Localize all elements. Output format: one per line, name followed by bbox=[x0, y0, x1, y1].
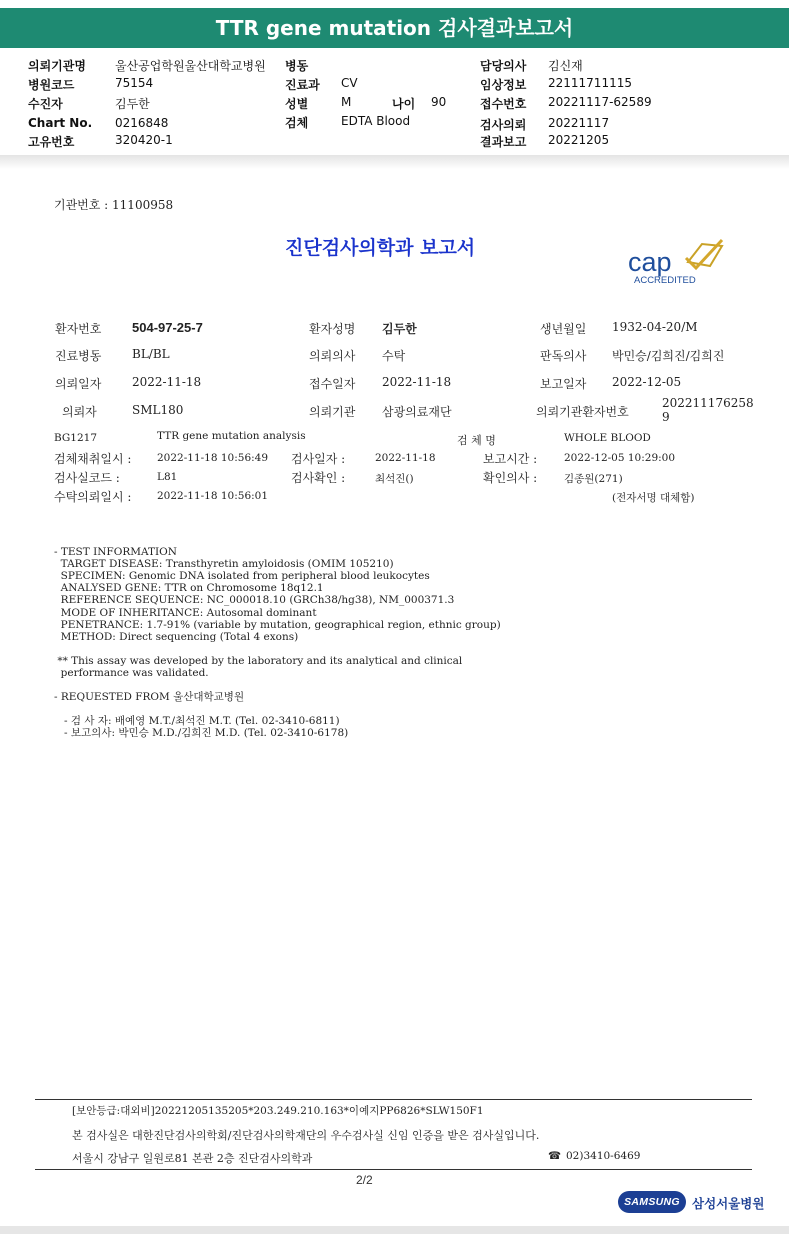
svg-text:cap: cap bbox=[628, 247, 672, 277]
room-label: 검사실코드 : bbox=[54, 471, 120, 485]
patient-value: 504-97-25-7 bbox=[132, 320, 203, 335]
specimen-value: WHOLE BLOOD bbox=[564, 432, 651, 444]
patient-label: 의뢰기관 bbox=[309, 405, 356, 419]
body-line: - TEST INFORMATION bbox=[54, 546, 177, 559]
footer-divider-bottom bbox=[35, 1169, 752, 1170]
header-label: 결과보고 bbox=[480, 135, 527, 149]
institution-number: 기관번호 : 11100958 bbox=[54, 198, 174, 212]
body-line: performance was validated. bbox=[54, 666, 209, 679]
header-label: 검체 bbox=[285, 116, 309, 130]
patient-label: 의뢰기관환자번호 bbox=[536, 405, 629, 419]
header-value: 김신재 bbox=[548, 59, 583, 73]
lab-phone: 02)3410-6469 bbox=[566, 1150, 641, 1162]
header-value: M bbox=[341, 95, 352, 109]
document-title: 진단검사의학과 보고서 bbox=[285, 237, 476, 259]
reporttime-value: 2022-12-05 10:29:00 bbox=[564, 452, 676, 464]
body-line bbox=[54, 679, 501, 691]
header-value: CV bbox=[341, 76, 358, 90]
testdate-label: 검사일자 : bbox=[291, 452, 346, 466]
header-value: 20221117 bbox=[548, 116, 610, 130]
patient-value: 박민승/김희진/김희진 bbox=[612, 349, 725, 363]
security-line: [보안등급:대외비]20221205135205*203.249.210.163*이예지PP6826*SLW150F1 bbox=[72, 1105, 484, 1117]
header-label: 수진자 bbox=[28, 97, 63, 111]
patient-label: 진료병동 bbox=[55, 349, 102, 363]
patient-value: 김두한 bbox=[382, 322, 417, 336]
room-value: L81 bbox=[157, 471, 178, 483]
header-label: 접수번호 bbox=[480, 97, 527, 111]
header-label: 성별 bbox=[285, 97, 309, 111]
collect-value: 2022-11-18 10:56:49 bbox=[157, 452, 269, 464]
body-line: REFERENCE SEQUENCE: NC_000018.10 (GRCh38/hg38), NM_000371.3 bbox=[54, 594, 455, 607]
patient-label: 의뢰의사 bbox=[309, 349, 356, 363]
patient-label: 환자성명 bbox=[309, 322, 356, 336]
header-divider-shadow bbox=[0, 155, 789, 169]
phone-icon: ☎ bbox=[548, 1150, 562, 1162]
patient-label: 환자번호 bbox=[55, 322, 102, 336]
body-line: SPECIMEN: Genomic DNA isolated from peripheral blood leukocytes bbox=[54, 570, 430, 583]
doctor-value: 김종원(271) bbox=[564, 473, 623, 485]
patient-label: 의뢰자 bbox=[62, 405, 97, 419]
header-label: 검사의뢰 bbox=[480, 118, 527, 132]
header-label: 병원코드 bbox=[28, 78, 75, 92]
cap-accredited-logo bbox=[626, 236, 736, 288]
header-value: 0216848 bbox=[115, 116, 169, 130]
bottom-scroll-area bbox=[0, 1226, 789, 1234]
body-line: MODE OF INHERITANCE: Autosomal dominant bbox=[54, 606, 317, 619]
body-line: ** This assay was developed by the laboratory and its analytical and clinical bbox=[54, 654, 463, 667]
header-value: 75154 bbox=[115, 76, 154, 90]
header-label: 의뢰기관명 bbox=[28, 59, 86, 73]
specimen-label: 검 체 명 bbox=[457, 434, 496, 447]
header-value: 김두한 bbox=[115, 97, 150, 111]
header-label: 임상정보 bbox=[480, 78, 527, 92]
header-label: 진료과 bbox=[285, 78, 320, 92]
hospital-name: 삼성서울병원 bbox=[692, 1196, 765, 1211]
samsung-logo-text: SAMSUNG bbox=[624, 1196, 680, 1208]
confirm-label: 검사확인 : bbox=[291, 471, 346, 485]
testdate-value: 2022-11-18 bbox=[375, 452, 436, 464]
report-title: TTR gene mutation 검사결과보고서 bbox=[0, 8, 789, 48]
header-label: Chart No. bbox=[28, 116, 93, 130]
patient-label: 보고일자 bbox=[540, 377, 587, 391]
body-line: - 검 사 자: 배예영 M.T./최석진 M.T. (Tel. 02-3410-6811) bbox=[54, 715, 340, 728]
page-number: 2/2 bbox=[356, 1173, 373, 1187]
collect-label: 검체채취일시 : bbox=[54, 452, 132, 466]
patient-value: 1932-04-20/M bbox=[612, 320, 698, 334]
patient-value: 9 bbox=[662, 410, 670, 424]
consign-value: 2022-11-18 10:56:01 bbox=[157, 490, 269, 502]
patient-value: 2022-12-05 bbox=[612, 375, 682, 389]
patient-label: 접수일자 bbox=[309, 377, 356, 391]
body-line bbox=[54, 703, 501, 715]
body-line: ANALYSED GENE: TTR on Chromosome 18q12.1 bbox=[54, 582, 324, 595]
patient-value: SML180 bbox=[132, 403, 184, 417]
confirm-value: 최석진() bbox=[375, 473, 414, 485]
body-line bbox=[54, 643, 501, 655]
patient-value: BL/BL bbox=[132, 347, 170, 361]
patient-label: 의뢰일자 bbox=[55, 377, 102, 391]
patient-value: 삼광의료재단 bbox=[382, 405, 452, 419]
footer-divider-top bbox=[35, 1099, 752, 1100]
esign-note: (전자서명 대체함) bbox=[612, 492, 695, 504]
patient-value: 2022-11-18 bbox=[132, 375, 202, 389]
header-label: 고유번호 bbox=[28, 135, 75, 149]
header-value: 20221205 bbox=[548, 133, 610, 147]
patient-value: 202211176258 bbox=[662, 396, 754, 410]
report-body bbox=[54, 534, 501, 751]
patient-value: 수탁 bbox=[382, 349, 406, 363]
header-value: 울산공업학원울산대학교병원 bbox=[115, 59, 266, 73]
header-value: 320420-1 bbox=[115, 133, 173, 147]
body-line: - REQUESTED FROM 울산대학교병원 bbox=[54, 691, 245, 704]
header-label: 나이 bbox=[392, 97, 416, 111]
header-label: 담당의사 bbox=[480, 59, 527, 73]
test-code: BG1217 bbox=[54, 432, 98, 444]
test-name: TTR gene mutation analysis bbox=[157, 430, 306, 442]
svg-text:ACCREDITED: ACCREDITED bbox=[634, 275, 696, 286]
patient-label: 생년월일 bbox=[540, 322, 587, 336]
patient-value: 2022-11-18 bbox=[382, 375, 452, 389]
header-value: 90 bbox=[431, 95, 447, 109]
lab-address: 서울시 강남구 일원로81 본관 2층 진단검사의학과 bbox=[72, 1152, 313, 1165]
doctor-label: 확인의사 : bbox=[483, 471, 538, 485]
body-line: TARGET DISEASE: Transthyretin amyloidosis (OMIM 105210) bbox=[54, 558, 394, 571]
header-value: EDTA Blood bbox=[341, 114, 411, 128]
header-value: 20221117-62589 bbox=[548, 95, 652, 109]
header-value: 22111711115 bbox=[548, 76, 632, 90]
consign-label: 수탁의뢰일시 : bbox=[54, 490, 132, 504]
reporttime-label: 보고시간 : bbox=[483, 452, 538, 466]
patient-label: 판독의사 bbox=[540, 349, 587, 363]
body-line: - 보고의사: 박민승 M.D./김희진 M.D. (Tel. 02-3410-6178) bbox=[54, 727, 349, 740]
body-line: METHOD: Direct sequencing (Total 4 exons) bbox=[54, 630, 299, 643]
header-label: 병동 bbox=[285, 59, 309, 73]
certification-text: 본 검사실은 대한진단검사의학회/진단검사의학재단의 우수검사실 신임 인증을 받은 검사실입니다. bbox=[72, 1129, 540, 1142]
samsung-logo bbox=[618, 1191, 686, 1213]
body-line: PENETRANCE: 1.7-91% (variable by mutation, geographical region, ethnic group) bbox=[54, 618, 501, 631]
